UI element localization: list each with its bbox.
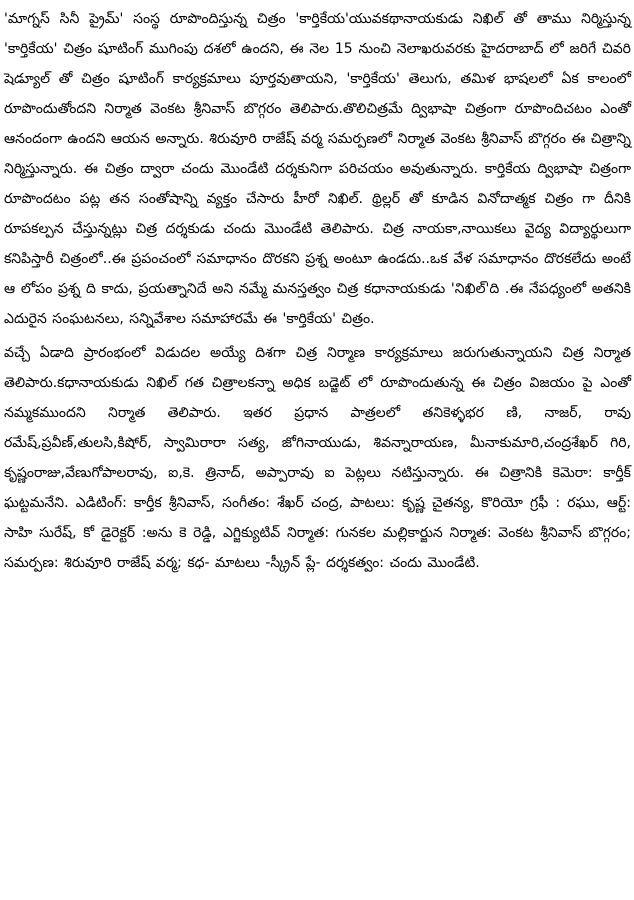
article-paragraph: వచ్చే ఏడాది ప్రారంభంలో విడుదల అయ్యే దిశగా చిత్ర నిర్మాణ కార్యక్రమాలు జరుగుతున్నాయని చిత్ర నిర్మాత తెలిపారు.కధానాయకుడు నిఖిల్ గత చిత్రాలకన్నా అధిక బడ్జెట్ లో రూపొందుతున్న ఈ చిత్రం విజయం పై ఎంతో నమ్మకముందని నిర్మాత తెలిపారు. ఇతర ప్రధాన పాత్రలలో తనికెళ్ళభర ణి, నాజర్, రావు రమేష్,ప్రవీణ్,తులసి,కిషోర్, స్వామిరారా సత్య, జోగినాయుడు, శివన్నారాయణ, మీనాకుమారి,చంద్రశేఖర్ గిరి, కృష్ణంరాజు,వేణుగోపాలరావు, ఐ,కె. త్రినాద్, అప్పారావు ఐ పెట్లలు నటిస్తున్నారు. ఈ చిత్రానికి కెమెరా: కార్తీక్ ఘట్టమనేని. ఎడిటింగ్: కార్తీక శ్రీనివాస్, సంగీతం: శేఖర్ చంద్ర, పాటలు: కృష్ణ చైతన్య, కొరియో గ్రఫీ : రఘు, ఆర్ట్: సాహి సురేష్, కో డైరెక్టర్ :అను కె రెడ్డి, ఎగ్జిక్యుటివ్ నిర్మాత: గునకల మల్లికార్జున నిర్మాత: వెంకట శ్రీనివాస్ బొగ్గరం; సమర్పణ: శిరువూరి రాజేష్ వర్మ; కధ- మాటలు -స్క్రీన్ ప్లే- దర్శకత్వం: చందు మొండేటి.	[4, 345, 631, 571]
article-paragraph: 'మాగ్నస్ సినీ ప్రైమ్' సంస్థ రూపొందిస్తున్న చిత్రం 'కార్తికేయ'యువకథానాయకుడు నిఖిల్ తో తాము నిర్మిస్తున్న 'కార్తికేయ' చిత్రం షూటింగ్ ముగింపు దశలో ఉందని, ఈ నెల 15 నుంచి నెలాఖరువరకు హైదరాబాద్ లో జరిగే చివరి షెడ్యూల్ తో చిత్రం షూటింగ్ కార్యక్రమాలు పూర్తవుతాయని, 'కార్తికేయ' తెలుగు, తమిళ భాషలలో ఏక కాలంలో రూపొందుతోందని నిర్మాత వెంకట శ్రీనివాస్ బొగ్గరం తెలిపారు.తొలిచిత్రమే ద్విభాషా చిత్రంగా రూపొందిచటం ఎంతో ఆనందంగా ఉందని ఆయన అన్నారు. శిరువూరి రాజేష్ వర్మ సమర్పణలో నిర్మాత వెంకట శ్రీనివాస్ బొగ్గరం ఈ చిత్రాన్ని నిర్మిస్తున్నారు. ఈ చిత్రం ద్వారా చందు మొండేటి దర్శకునిగా పరిచయం అవుతున్నారు. కార్తికేయ ద్విభాషా చిత్రంగా రూపొందటం పట్ల తన సంతోషాన్ని వ్యక్తం చేసారు హీరో నిఖిల్. థ్రిల్లర్ తో కూడిన వినోదాత్మక చిత్రం గా దీనికి రూపకల్పన చేస్తున్నట్లు చిత్ర దర్శకుడు చందు మొండేటి తెలిపారు. చిత్ర నాయకా,నాయికలు వైద్య విద్యార్థులుగా కనిపిస్తారీ చిత్రంలో..ఈ ప్రపంచంలో సమాధానం దొరకని ప్రశ్న అంటూ ఉండదు..ఒక వేళ సమాధానం దొరకలేదు అంటే ఆ లోపం ప్రశ్న ది కాదు, ప్రయత్నానిదే అని నమ్మే మనస్తత్వం చిత్ర కధానాయకుడు 'నిఖిల్'ది .ఈ నేపధ్యంలో అతనికి ఎదురైన సంఘటనలు, సన్నివేశాల సమాహారమే ఈ 'కార్తికేయ' చిత్రం.	[4, 11, 631, 327]
